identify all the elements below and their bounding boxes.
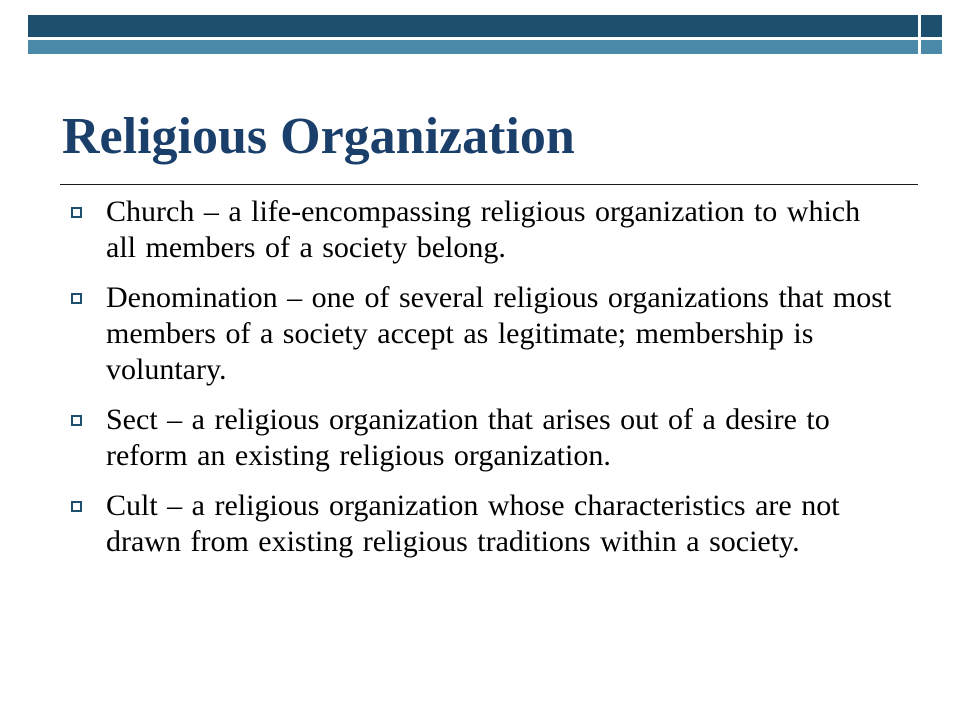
header-bar-dark-band [28,15,918,37]
slide-title: Religious Organization [62,108,575,165]
title-divider [60,184,918,185]
bullet-item-cult [62,488,892,560]
bullet-text: Cult – a religious organization whose characteristics are not drawn from existing religious traditions within a society. [106,489,840,558]
header-bar-light-band [28,40,918,54]
header-square-light [921,40,942,54]
header-square-dark [921,15,942,37]
bullet-item-sect [62,402,892,474]
hollow-square-icon [71,415,82,426]
bullet-text: Sect – a religious organization that arises out of a desire to reform an existing religious organization. [106,403,830,472]
header-decoration-bar [28,15,942,57]
bullet-list [62,194,892,574]
bullet-text: Church – a life-encompassing religious organization to which all members of a society belong. [106,195,861,264]
hollow-square-icon [71,501,82,512]
hollow-square-icon [71,207,82,218]
bullet-item-denomination [62,280,892,388]
bullet-item-church [62,194,892,266]
bullet-text: Denomination – one of several religious organizations that most members of a society accept as legitimate; membership is voluntary. [106,281,892,386]
hollow-square-icon [71,293,82,304]
